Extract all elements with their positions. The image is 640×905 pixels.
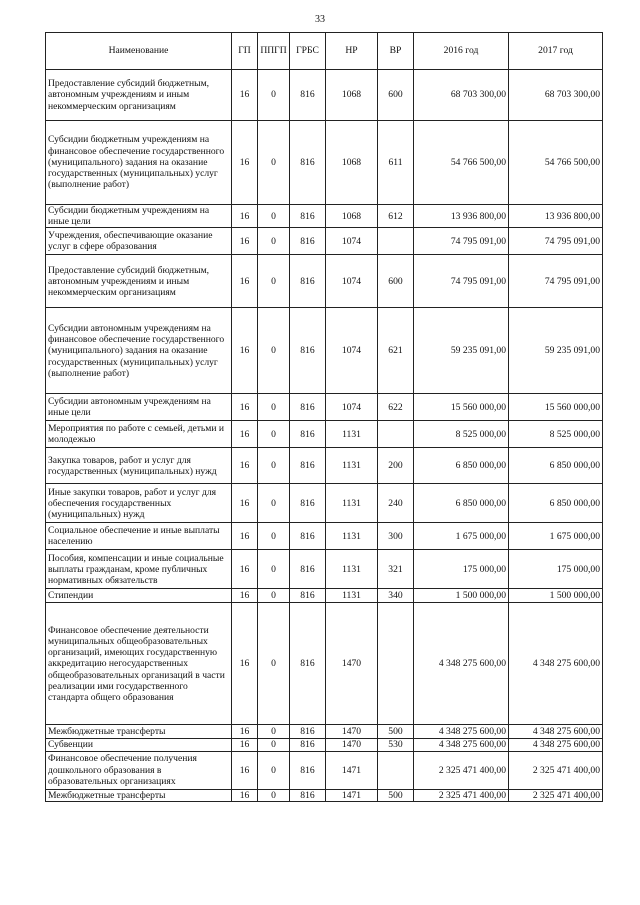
cell-name: Стипендии [46, 589, 232, 603]
cell-2016: 15 560 000,00 [414, 394, 509, 421]
cell-name: Субсидии автономным учреждениям на финансовое обеспечение государственного (муниципального) задания на оказание государственных (муниципальных) услуг (выполнение работ) [46, 308, 232, 394]
cell-grbs: 816 [290, 603, 326, 725]
cell-name: Пособия, компенсации и иные социальные выплаты гражданам, кроме публичных нормативных обязательств [46, 550, 232, 589]
cell-2017: 54 766 500,00 [509, 121, 603, 205]
cell-ppgp: 0 [258, 603, 290, 725]
cell-grbs: 816 [290, 394, 326, 421]
cell-ppgp: 0 [258, 308, 290, 394]
cell-grbs: 816 [290, 121, 326, 205]
cell-grbs: 816 [290, 523, 326, 550]
cell-gp: 16 [232, 603, 258, 725]
cell-np: 1131 [326, 550, 378, 589]
cell-ppgp: 0 [258, 255, 290, 308]
cell-ppgp: 0 [258, 70, 290, 121]
table-row [46, 121, 603, 205]
cell-2016: 8 525 000,00 [414, 421, 509, 448]
cell-np: 1131 [326, 421, 378, 448]
cell-grbs: 816 [290, 484, 326, 523]
cell-gp: 16 [232, 228, 258, 255]
cell-2017: 2 325 471 400,00 [509, 789, 603, 801]
table-row [46, 523, 603, 550]
cell-vr: 240 [378, 484, 414, 523]
cell-2016: 175 000,00 [414, 550, 509, 589]
cell-np: 1131 [326, 589, 378, 603]
cell-name: Финансовое обеспечение деятельности муниципальных общеобразовательных организаций, имеющих государственную аккредитацию негосударственных общеобразовательных организаций в части реализации ими государственного стандарта общего образования [46, 603, 232, 725]
cell-2016: 1 500 000,00 [414, 589, 509, 603]
cell-gp: 16 [232, 255, 258, 308]
column-header-grbs: ГРБС [290, 33, 326, 70]
cell-2016: 2 325 471 400,00 [414, 789, 509, 801]
table-row [46, 308, 603, 394]
cell-ppgp: 0 [258, 121, 290, 205]
cell-np: 1074 [326, 228, 378, 255]
cell-np: 1074 [326, 394, 378, 421]
cell-gp: 16 [232, 205, 258, 228]
cell-name: Межбюджетные трансферты [46, 789, 232, 801]
cell-grbs: 816 [290, 228, 326, 255]
cell-2017: 59 235 091,00 [509, 308, 603, 394]
cell-name: Финансовое обеспечение получения дошкольного образования в образовательных организациях [46, 751, 232, 789]
cell-2016: 4 348 275 600,00 [414, 603, 509, 725]
cell-2017: 74 795 091,00 [509, 228, 603, 255]
cell-2016: 59 235 091,00 [414, 308, 509, 394]
cell-np: 1471 [326, 751, 378, 789]
cell-np: 1131 [326, 448, 378, 484]
cell-2017: 4 348 275 600,00 [509, 603, 603, 725]
cell-gp: 16 [232, 121, 258, 205]
cell-2016: 68 703 300,00 [414, 70, 509, 121]
cell-grbs: 816 [290, 448, 326, 484]
cell-np: 1470 [326, 739, 378, 751]
table-row [46, 228, 603, 255]
column-header-2017: 2017 год [509, 33, 603, 70]
cell-name: Учреждения, обеспечивающие оказание услуг в сфере образования [46, 228, 232, 255]
cell-ppgp: 0 [258, 448, 290, 484]
table-header-row [46, 33, 603, 70]
table-row [46, 603, 603, 725]
table-row [46, 739, 603, 751]
cell-gp: 16 [232, 739, 258, 751]
cell-2017: 6 850 000,00 [509, 448, 603, 484]
cell-2017: 8 525 000,00 [509, 421, 603, 448]
cell-vr: 200 [378, 448, 414, 484]
cell-np: 1470 [326, 603, 378, 725]
cell-np: 1471 [326, 789, 378, 801]
cell-gp: 16 [232, 789, 258, 801]
table-row [46, 394, 603, 421]
cell-grbs: 816 [290, 255, 326, 308]
table-row [46, 789, 603, 801]
column-header-np: НР [326, 33, 378, 70]
cell-gp: 16 [232, 308, 258, 394]
cell-name: Предоставление субсидий бюджетным, автономным учреждениям и иным некоммерческим организациям [46, 255, 232, 308]
cell-2016: 4 348 275 600,00 [414, 739, 509, 751]
cell-name: Субсидии автономным учреждениям на иные цели [46, 394, 232, 421]
cell-gp: 16 [232, 394, 258, 421]
cell-gp: 16 [232, 523, 258, 550]
cell-vr: 300 [378, 523, 414, 550]
cell-grbs: 816 [290, 751, 326, 789]
cell-gp: 16 [232, 70, 258, 121]
cell-grbs: 816 [290, 421, 326, 448]
cell-ppgp: 0 [258, 751, 290, 789]
cell-vr [378, 228, 414, 255]
cell-np: 1068 [326, 121, 378, 205]
cell-gp: 16 [232, 589, 258, 603]
cell-name: Субсидии бюджетным учреждениям на финансовое обеспечение государственного (муниципального) задания на оказание государственных (муниципальных) услуг (выполнение работ) [46, 121, 232, 205]
cell-ppgp: 0 [258, 484, 290, 523]
column-header-gp: ГП [232, 33, 258, 70]
cell-np: 1074 [326, 308, 378, 394]
table-body [46, 70, 603, 802]
cell-vr: 612 [378, 205, 414, 228]
cell-name: Закупка товаров, работ и услуг для государственных (муниципальных) нужд [46, 448, 232, 484]
cell-ppgp: 0 [258, 789, 290, 801]
cell-grbs: 816 [290, 550, 326, 589]
cell-name: Мероприятия по работе с семьей, детьми и молодежью [46, 421, 232, 448]
cell-grbs: 816 [290, 70, 326, 121]
cell-2016: 6 850 000,00 [414, 484, 509, 523]
page-number: 33 [315, 14, 325, 25]
column-header-name: Наименование [46, 33, 232, 70]
cell-2016: 1 675 000,00 [414, 523, 509, 550]
cell-ppgp: 0 [258, 550, 290, 589]
cell-2017: 6 850 000,00 [509, 484, 603, 523]
cell-ppgp: 0 [258, 739, 290, 751]
cell-name: Межбюджетные трансферты [46, 725, 232, 739]
cell-2016: 74 795 091,00 [414, 255, 509, 308]
cell-vr: 600 [378, 70, 414, 121]
table-row [46, 589, 603, 603]
cell-vr: 600 [378, 255, 414, 308]
table-row [46, 751, 603, 789]
cell-2016: 6 850 000,00 [414, 448, 509, 484]
cell-gp: 16 [232, 484, 258, 523]
cell-2016: 54 766 500,00 [414, 121, 509, 205]
cell-vr: 500 [378, 725, 414, 739]
cell-2017: 13 936 800,00 [509, 205, 603, 228]
cell-vr: 611 [378, 121, 414, 205]
cell-vr: 621 [378, 308, 414, 394]
cell-np: 1131 [326, 484, 378, 523]
cell-ppgp: 0 [258, 523, 290, 550]
cell-vr: 530 [378, 739, 414, 751]
cell-2017: 1 500 000,00 [509, 589, 603, 603]
table-row [46, 205, 603, 228]
cell-gp: 16 [232, 448, 258, 484]
column-header-2016: 2016 год [414, 33, 509, 70]
cell-grbs: 816 [290, 589, 326, 603]
cell-2017: 2 325 471 400,00 [509, 751, 603, 789]
cell-2017: 68 703 300,00 [509, 70, 603, 121]
cell-vr: 340 [378, 589, 414, 603]
cell-2016: 13 936 800,00 [414, 205, 509, 228]
cell-name: Субвенции [46, 739, 232, 751]
table-row [46, 448, 603, 484]
cell-gp: 16 [232, 751, 258, 789]
cell-2017: 4 348 275 600,00 [509, 739, 603, 751]
cell-np: 1068 [326, 70, 378, 121]
cell-vr [378, 751, 414, 789]
cell-ppgp: 0 [258, 228, 290, 255]
cell-2016: 74 795 091,00 [414, 228, 509, 255]
cell-2017: 175 000,00 [509, 550, 603, 589]
cell-vr: 622 [378, 394, 414, 421]
cell-ppgp: 0 [258, 205, 290, 228]
cell-vr: 500 [378, 789, 414, 801]
budget-table [45, 32, 603, 802]
cell-name: Предоставление субсидий бюджетным, автономным учреждениям и иным некоммерческим организациям [46, 70, 232, 121]
cell-grbs: 816 [290, 205, 326, 228]
cell-2016: 4 348 275 600,00 [414, 725, 509, 739]
cell-vr [378, 603, 414, 725]
table-row [46, 421, 603, 448]
cell-name: Субсидии бюджетным учреждениям на иные цели [46, 205, 232, 228]
cell-np: 1131 [326, 523, 378, 550]
cell-gp: 16 [232, 550, 258, 589]
cell-ppgp: 0 [258, 421, 290, 448]
column-header-vr: ВР [378, 33, 414, 70]
column-header-ppgp: ППГП [258, 33, 290, 70]
cell-gp: 16 [232, 421, 258, 448]
cell-grbs: 816 [290, 789, 326, 801]
cell-vr [378, 421, 414, 448]
cell-grbs: 816 [290, 739, 326, 751]
cell-ppgp: 0 [258, 589, 290, 603]
cell-ppgp: 0 [258, 394, 290, 421]
cell-2016: 2 325 471 400,00 [414, 751, 509, 789]
cell-ppgp: 0 [258, 725, 290, 739]
cell-grbs: 816 [290, 308, 326, 394]
cell-2017: 1 675 000,00 [509, 523, 603, 550]
table-row [46, 550, 603, 589]
cell-vr: 321 [378, 550, 414, 589]
table-row [46, 725, 603, 739]
table-row [46, 255, 603, 308]
cell-2017: 74 795 091,00 [509, 255, 603, 308]
cell-np: 1074 [326, 255, 378, 308]
cell-grbs: 816 [290, 725, 326, 739]
cell-gp: 16 [232, 725, 258, 739]
table-row [46, 484, 603, 523]
cell-name: Социальное обеспечение и иные выплаты населению [46, 523, 232, 550]
table-row [46, 70, 603, 121]
cell-np: 1470 [326, 725, 378, 739]
cell-np: 1068 [326, 205, 378, 228]
cell-2017: 4 348 275 600,00 [509, 725, 603, 739]
cell-2017: 15 560 000,00 [509, 394, 603, 421]
cell-name: Иные закупки товаров, работ и услуг для обеспечения государственных (муниципальных) нужд [46, 484, 232, 523]
